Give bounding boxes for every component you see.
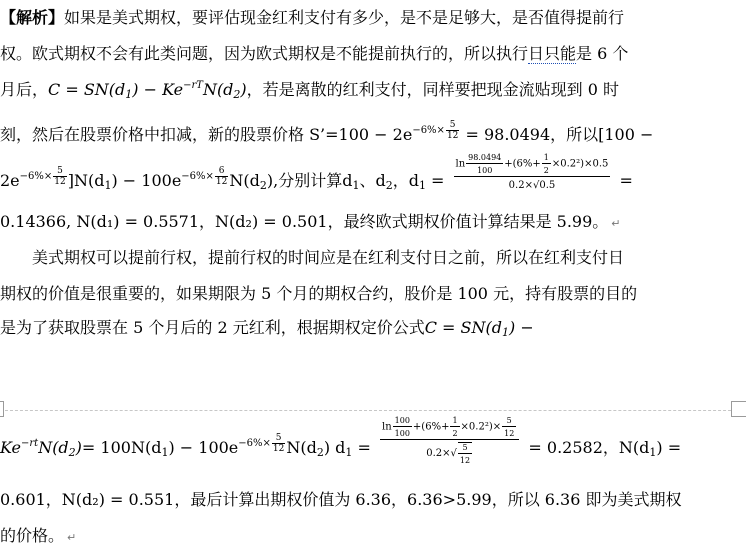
text: −6%× [181, 171, 214, 182]
analysis-line-2 [0, 44, 628, 64]
fraction [466, 153, 503, 175]
d1-numerator [380, 416, 519, 440]
text: 5 [446, 120, 459, 131]
text: 5 [53, 166, 66, 177]
text: 0.14366, N(d₁) = 0.5571，N(d₂) = 0.501，最终欧式期权价值计算结果是 5.99。 [0, 212, 609, 231]
text: = 100N(d [81, 438, 162, 457]
text: 日只能 [528, 44, 577, 63]
text: ，若是离散的红利支付，同样要把现金流贴现到 0 时 [246, 80, 620, 99]
text: ) d [323, 438, 346, 457]
text: −rT [183, 80, 203, 91]
analysis-line-3 [0, 80, 619, 100]
text: = [425, 171, 445, 190]
text: 0.601，N(d₂) = 0.551，最后计算出期权价值为 6.36，6.36>5.99，所以 6.36 即为美式期权 [0, 490, 682, 509]
text: 5 [458, 443, 472, 454]
text: ) = [656, 438, 682, 457]
fraction [446, 120, 459, 141]
text: 权。欧式期权不会有此类问题，因为欧式期权是不能提前执行的，所以执行 [0, 44, 529, 63]
text: −6%× [238, 438, 271, 449]
text: √ [450, 448, 457, 459]
text: 1 [418, 179, 426, 192]
d1-denominator [380, 440, 519, 465]
analysis-line-8 [0, 284, 637, 304]
paragraph-mark-icon: ↵ [611, 217, 621, 230]
text: 98.0494 [468, 153, 502, 162]
text: 1 [452, 416, 458, 425]
text: 1 [649, 446, 657, 459]
analysis-line-9: 是为了获取股票在 5 个月后的 2 元红利，根据期权定价公式$C = SN(d_1)$ − [0, 318, 534, 339]
text: 期权的价值是很重要的，如果期限为 5 个月的期权合约，股价是 100 元，持有股票的目的 [0, 284, 638, 303]
fraction [272, 433, 285, 454]
text: 6 [215, 166, 228, 177]
fraction [215, 166, 228, 187]
text: ) − Ke [132, 80, 184, 99]
text: ]N(d [67, 171, 105, 190]
text: 100 [477, 166, 493, 175]
text: ×0.2²)×0.5 [551, 158, 609, 170]
text: 1 [501, 326, 509, 339]
text: Ke [0, 438, 21, 457]
text: −6%× [19, 171, 53, 182]
text: 2 [68, 446, 76, 459]
exponent [238, 433, 286, 454]
d1-denominator: 0.2×√0.5 [508, 180, 556, 191]
fraction [458, 442, 472, 465]
text: C = SN(d [48, 80, 126, 99]
analysis-line-6 [0, 212, 621, 234]
formula-call [425, 318, 516, 337]
text: 如果是美式期权，要评估现金红利支付有多少，是不是足够大，是否值得提前行 [64, 8, 625, 27]
text: 刻，然后在股票价格中扣减，新的股票价格 S’=100 − 2e [0, 125, 413, 144]
text: 1 [161, 446, 169, 459]
text: 12 [459, 456, 471, 465]
text: N(d [286, 438, 317, 457]
text: 美式期权可以提前行权，提前行权的时间应是在红利支付日之前，所以在红利支付日 [32, 248, 625, 267]
text: 2 [452, 429, 458, 438]
text: C = SN(d [424, 318, 502, 337]
text: 、d [359, 171, 386, 190]
text: ) [240, 80, 247, 99]
text: 1 [104, 179, 112, 192]
d1-numerator [454, 153, 611, 177]
fraction [393, 416, 412, 438]
text: ×0.2²)× [460, 421, 502, 433]
text: = 98.0494，所以[100 − [460, 125, 654, 144]
text: N(d [38, 438, 69, 457]
analysis-line-4 [0, 120, 653, 145]
text: 100 [394, 429, 410, 438]
page-break-separator [0, 410, 746, 411]
text: 12 [54, 177, 66, 187]
text: +(6%+ [504, 158, 541, 170]
analysis-line-10 [0, 416, 682, 465]
text: 100 [394, 416, 410, 425]
text: 月后， [0, 80, 49, 99]
text: 1 [345, 446, 353, 459]
text: 的价格。 [0, 526, 65, 545]
text: 12 [215, 177, 228, 187]
exponent [19, 166, 68, 187]
page-break-marker-right [731, 401, 746, 417]
text: ) − 100e [111, 171, 182, 190]
text: 2 [543, 166, 549, 175]
text: 是 6 个 [576, 44, 629, 63]
analysis-line-11 [0, 490, 682, 510]
text: = [614, 171, 633, 190]
text: ) [75, 438, 82, 457]
fraction [542, 153, 551, 175]
text: N(d [229, 171, 260, 190]
paragraph-mark-icon: ↵ [67, 531, 77, 544]
text: 2 [233, 88, 241, 101]
text: −6%× [412, 125, 445, 136]
text: ),分别计算d [266, 171, 353, 190]
text: 1 [125, 88, 133, 101]
text: −rt [21, 438, 39, 449]
text: 12 [272, 444, 285, 454]
analysis-line-1 [0, 8, 624, 28]
text: 2 [385, 179, 393, 192]
d1-second-fraction [380, 416, 519, 465]
text: 1 [543, 153, 549, 162]
text: 是为了获取股票在 5 个月后的 2 元红利，根据期权定价公式 [0, 318, 425, 337]
text: +(6%+ [412, 421, 450, 433]
text: N(d [202, 80, 234, 99]
text: ln [382, 421, 392, 433]
analysis-line-5 [0, 153, 633, 192]
text: 2e [0, 171, 20, 190]
text: ，d [392, 171, 419, 190]
text: 2 [316, 446, 324, 459]
text: ln [455, 158, 466, 170]
analysis-line-7 [32, 248, 624, 268]
text: 0.2× [426, 448, 451, 459]
text: ) [508, 318, 516, 337]
fraction [502, 416, 516, 438]
formula-call [0, 438, 82, 457]
exponent [412, 120, 460, 141]
fraction [450, 416, 459, 438]
text: = 0.2582，N(d [523, 438, 650, 457]
analysis-line-12 [0, 526, 76, 548]
fraction [53, 166, 66, 187]
text: 5 [272, 433, 285, 444]
page-gap [0, 355, 746, 410]
d1-fraction [454, 153, 611, 192]
text: 2 [259, 179, 267, 192]
text: ) − 100e [168, 438, 239, 457]
text: = [352, 438, 371, 457]
exponent [181, 166, 229, 187]
page-break-marker-left [0, 401, 4, 417]
text: 12 [446, 131, 459, 141]
formula-call [48, 80, 247, 99]
text: 12 [504, 429, 515, 438]
analysis-tag: 【解析】 [0, 8, 65, 27]
text: 5 [502, 416, 516, 427]
text: 1 [352, 179, 360, 192]
